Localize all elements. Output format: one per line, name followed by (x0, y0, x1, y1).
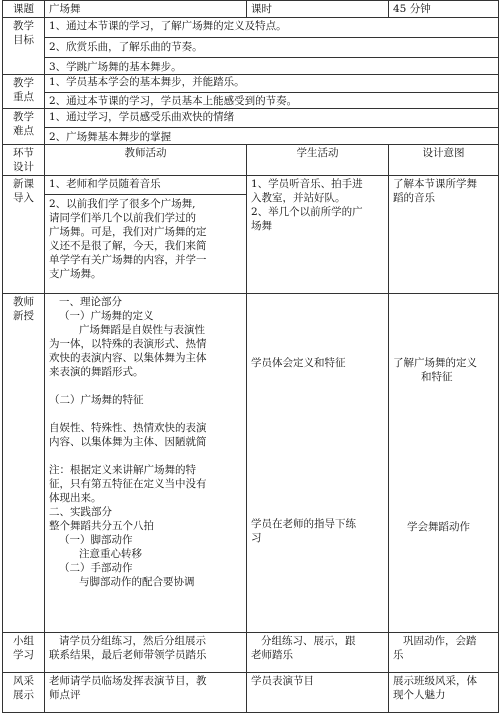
topic-value: 广场舞 (45, 1, 247, 18)
difficulties-row (3, 109, 499, 145)
show-design-intent: 展示班级风采，体 现个人魅力 (389, 673, 499, 713)
lesson-plan-table (2, 0, 499, 713)
goals-label: 教学 目标 (3, 18, 45, 75)
topic-label: 课题 (3, 1, 45, 18)
group-teacher-activity: 请学员分组练习，然后分组展示 联系结果，最后老师带领学员踏乐 (45, 633, 247, 673)
intro-student-activity: 1、学员听音乐、拍手进 入教室，并站好队。 2、举几个以前所学的广 场舞 (247, 176, 389, 294)
header-row (3, 1, 499, 18)
intro-teacher-activity: 1、老师和学员随着音乐 2、以前我们学了很多个广场舞, 请同学们举几个以前我们学过的 广场舞。可是，我们对广场舞的定 义还不是很了解，今天，我们来简 单学学有关广场舞的内容，并学一 支广场舞。 (45, 176, 247, 294)
teacher-activity-header: 教师活动 (45, 145, 247, 176)
column-header-row (3, 145, 499, 176)
teach-label: 教师 新授 (3, 294, 45, 633)
group-design-intent: 巩固动作，会踏 乐 (389, 633, 499, 673)
difficulties-content: 1、通过学习，学员感受乐曲欢快的情绪 2、广场舞基本舞步的掌握 (45, 109, 499, 145)
hours-label: 课时 (247, 1, 389, 18)
show-label: 风采 展示 (3, 673, 45, 713)
show-teacher-activity: 老师请学员临场发挥表演节目，教 师点评 (45, 673, 247, 713)
key-points-row (3, 75, 499, 109)
teach-design-intent: 了解广场舞的定义 和特征 学会舞蹈动作 (389, 294, 499, 633)
stage-header: 环节 设计 (3, 145, 45, 176)
group-label: 小组 学习 (3, 633, 45, 673)
goals-content: 1、通过本节课的学习，了解广场舞的定义及特点。 2、欣赏乐曲，了解乐曲的节奏。 3、学跳广场舞的基本舞步。 (45, 18, 499, 75)
intro-label: 新课 导入 (3, 176, 45, 294)
design-intent-header: 设计意图 (389, 145, 499, 176)
group-student-activity: 分组练习、展示，跟 老师踏乐 (247, 633, 389, 673)
hours-value: 45 分钟 (389, 1, 499, 18)
key-points-content: 1、学员基本学会的基本舞步，并能踏乐。 2、通过本节课的学习，学员基本上能感受到的节奏。 (45, 75, 499, 109)
intro-row (3, 176, 499, 294)
teach-teacher-activity: 一、理论部分 （一）广场舞的定义 广场舞蹈是自娱性与表演性 为一体，以特殊的表演形式、热情 欢快的表演内容、以集体舞为主体 来表演的舞蹈形式。 （二）广场舞的特征 自娱性、特殊性、热情欢快的表演 内容、以集体舞为主体、因陋就简 注：根据定义来讲解广场舞的特 征，只有第五特征在定义当中没有 体现出来。 二、实践部分 整个舞蹈共分五个八拍 （一）脚部动作 注意重心转移 （二）手部动作 与脚部动作的配合要协调 (45, 294, 247, 633)
teach-row (3, 294, 499, 633)
show-student-activity: 学员表演节目 (247, 673, 389, 713)
difficulties-label: 教学 难点 (3, 109, 45, 145)
group-row (3, 633, 499, 673)
key-points-label: 教学 重点 (3, 75, 45, 109)
goals-row (3, 18, 499, 75)
intro-design-intent: 了解本节课所学舞 蹈的音乐 (389, 176, 499, 294)
teach-student-activity: 学员体会定义和特征 学员在老师的指导下练 习 (247, 294, 389, 633)
student-activity-header: 学生活动 (247, 145, 389, 176)
